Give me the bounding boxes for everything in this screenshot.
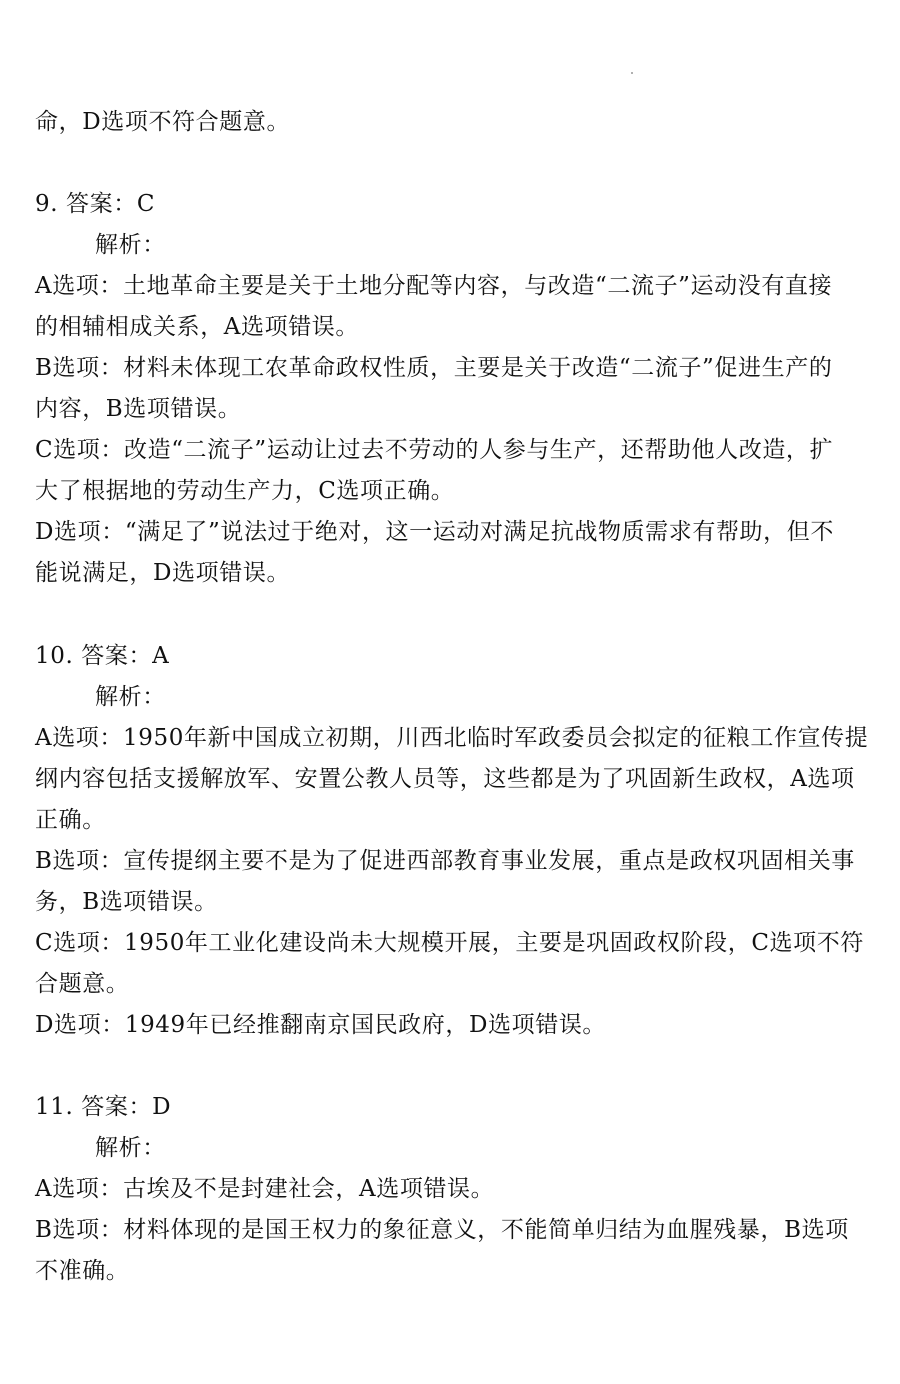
q10-option-a-line1: A选项：1950年新中国成立初期，川西北临时军政委员会拟定的征粮工作宣传提 bbox=[35, 725, 869, 751]
q10-option-d-line1: D选项：1949年已经推翻南京国民政府，D选项错误。 bbox=[35, 1012, 607, 1038]
scan-speck bbox=[631, 72, 633, 74]
q9-option-d-line2: 能说满足，D选项错误。 bbox=[35, 560, 291, 586]
q9-option-d-line1: D选项：“满足了”说法过于绝对，这一运动对满足抗战物质需求有帮助，但不 bbox=[35, 519, 834, 545]
q9-answer: 9. 答案：C bbox=[35, 191, 156, 217]
q10-option-c-line1: C选项：1950年工业化建设尚未大规模开展，主要是巩固政权阶段，C选项不符 bbox=[35, 930, 864, 956]
q10-option-b-line1: B选项：宣传提纲主要不是为了促进西部教育事业发展，重点是政权巩固相关事 bbox=[35, 848, 855, 874]
q10-option-b-line2: 务，B选项错误。 bbox=[35, 889, 218, 915]
q10-analysis-label: 解析： bbox=[95, 684, 166, 710]
q10-option-c-line2: 合题意。 bbox=[35, 971, 130, 997]
q10-answer: 10. 答案：A bbox=[35, 643, 170, 669]
q10-option-a-line2: 纲内容包括支援解放军、安置公教人员等，这些都是为了巩固新生政权，A选项 bbox=[35, 766, 855, 792]
continuation-line: 命，D选项不符合题意。 bbox=[35, 109, 291, 135]
q10-option-a-line3: 正确。 bbox=[35, 807, 106, 833]
q9-option-c-line2: 大了根据地的劳动生产力，C选项正确。 bbox=[35, 478, 455, 504]
q11-answer: 11. 答案：D bbox=[35, 1094, 172, 1120]
q9-option-a-line1: A选项：土地革命主要是关于土地分配等内容，与改造“二流子”运动没有直接 bbox=[35, 273, 833, 299]
q11-option-a-line1: A选项：古埃及不是封建社会，A选项错误。 bbox=[35, 1176, 495, 1202]
q9-option-b-line2: 内容，B选项错误。 bbox=[35, 396, 242, 422]
q9-option-a-line2: 的相辅相成关系，A选项错误。 bbox=[35, 314, 360, 340]
q9-option-c-line1: C选项：改造“二流子”运动让过去不劳动的人参与生产，还帮助他人改造，扩 bbox=[35, 437, 834, 463]
q11-option-b-line2: 不准确。 bbox=[35, 1258, 130, 1284]
q9-option-b-line1: B选项：材料未体现工农革命政权性质，主要是关于改造“二流子”促进生产的 bbox=[35, 355, 833, 381]
q11-option-b-line1: B选项：材料体现的是国王权力的象征意义，不能简单归结为血腥残暴，B选项 bbox=[35, 1217, 849, 1243]
q9-analysis-label: 解析： bbox=[95, 232, 166, 258]
q11-analysis-label: 解析： bbox=[95, 1135, 166, 1161]
